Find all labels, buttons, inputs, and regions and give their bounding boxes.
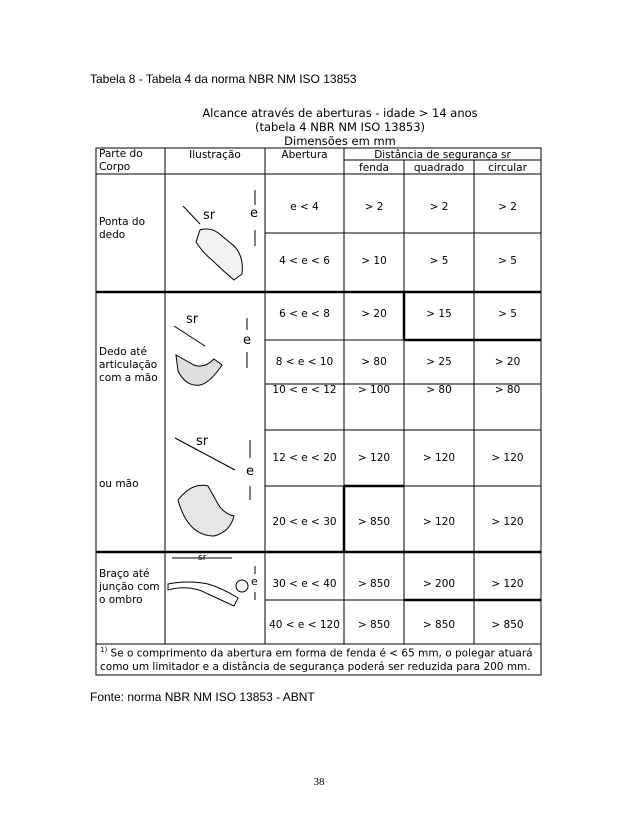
table-cell-fenda: > 10 — [361, 255, 387, 267]
table-cell-circular: > 850 — [491, 619, 524, 631]
table-cell-opening: 40 < e < 120 — [269, 619, 340, 631]
table-heading-title: Alcance através de aberturas - idade > 14 anos — [202, 106, 478, 120]
table-cell-opening: 30 < e < 40 — [272, 578, 337, 590]
arm-illustration — [168, 558, 255, 606]
table-cell-circular: > 120 — [491, 578, 524, 590]
table-cell-quadrado: > 5 — [429, 255, 449, 267]
body-part-arm: Braço até junção com o ombro — [99, 568, 160, 606]
table-cell-opening: 10 < e < 12 — [272, 384, 337, 396]
illustration-e-label: e — [243, 333, 251, 348]
table-cell-circular: > 5 — [498, 308, 517, 320]
hand-illustration — [175, 434, 250, 536]
table-cell-quadrado: > 2 — [429, 201, 449, 213]
finger-tip-illustration — [183, 190, 255, 280]
table-cell-opening: e < 4 — [290, 201, 319, 213]
table-caption: Tabela 8 - Tabela 4 da norma NBR NM ISO 13853 — [90, 72, 357, 86]
table-cell-quadrado: > 200 — [422, 578, 456, 590]
table-cell-quadrado: > 80 — [426, 384, 452, 396]
table-heading-reference: (tabela 4 NBR NM ISO 13853) — [254, 120, 426, 134]
header-square: quadrado — [413, 162, 465, 174]
table-cell-fenda: > 850 — [357, 578, 391, 590]
table-cell-circular: > 120 — [491, 516, 524, 528]
header-body-part: Parte do Corpo — [99, 148, 143, 173]
page-number: 38 — [313, 776, 325, 788]
footnote-mark: 1) — [100, 646, 108, 654]
source-caption: Fonte: norma NBR NM ISO 13853 - ABNT — [90, 690, 315, 704]
illustration-sr-label: sr — [203, 208, 216, 223]
table-cell-fenda: > 850 — [357, 516, 391, 528]
table-cell-opening: 6 < e < 8 — [279, 308, 330, 320]
table-cell-fenda: > 20 — [361, 308, 387, 320]
table-cell-circular: > 80 — [494, 384, 521, 396]
illustration-e-label: e — [246, 464, 254, 479]
body-part-finger-joint: Dedo até articulação com a mão — [99, 346, 158, 384]
header-opening: Abertura — [281, 149, 328, 161]
table-cell-fenda: > 80 — [361, 356, 387, 368]
table-cell-opening: 12 < e < 20 — [272, 452, 337, 464]
table-cell-quadrado: > 15 — [426, 308, 452, 320]
header-circular: circular — [488, 162, 527, 174]
illustration-sr-label: sr — [186, 312, 199, 327]
table-cell-quadrado: > 25 — [426, 356, 452, 368]
header-illustration: Ilustração — [189, 149, 241, 161]
table-cell-circular: > 120 — [491, 452, 524, 464]
header-safety-distance: Distância de segurança sr — [374, 149, 511, 161]
table-cell-quadrado: > 850 — [422, 619, 456, 631]
finger-joint-illustration — [174, 318, 247, 385]
illustration-e-label: e — [250, 206, 258, 221]
body-part-finger-tip: Ponta do dedo — [99, 216, 146, 241]
illustration-sr-label: sr — [196, 434, 209, 449]
table-cell-opening: 8 < e < 10 — [275, 356, 334, 368]
table-footnote — [100, 644, 540, 674]
body-part-hand: ou mão — [99, 478, 139, 490]
table-cell-circular: > 2 — [498, 201, 517, 213]
table-cell-fenda: > 100 — [357, 384, 391, 396]
illustration-sr-label: sr — [198, 553, 207, 563]
table-cell-circular: > 5 — [498, 255, 517, 267]
table-cell-circular: > 20 — [494, 356, 521, 368]
table-cell-quadrado: > 120 — [422, 516, 456, 528]
footnote-text: Se o comprimento da abertura em forma de fenda é < 65 mm, o polegar atuará como um limitador e a distância de segurança poderá ser reduzida para 200 mm. — [100, 647, 533, 673]
table-heading-units: Dimensões em mm — [284, 134, 396, 148]
table-cell-quadrado: > 120 — [422, 452, 456, 464]
table-cell-opening: 4 < e < 6 — [279, 255, 330, 267]
header-slot: fenda — [359, 162, 389, 174]
table-cell-fenda: > 850 — [357, 619, 391, 631]
table-cell-opening: 20 < e < 30 — [272, 516, 337, 528]
illustration-e-label: e — [251, 575, 258, 588]
table-cell-fenda: > 120 — [357, 452, 391, 464]
table-cell-fenda: > 2 — [364, 201, 384, 213]
